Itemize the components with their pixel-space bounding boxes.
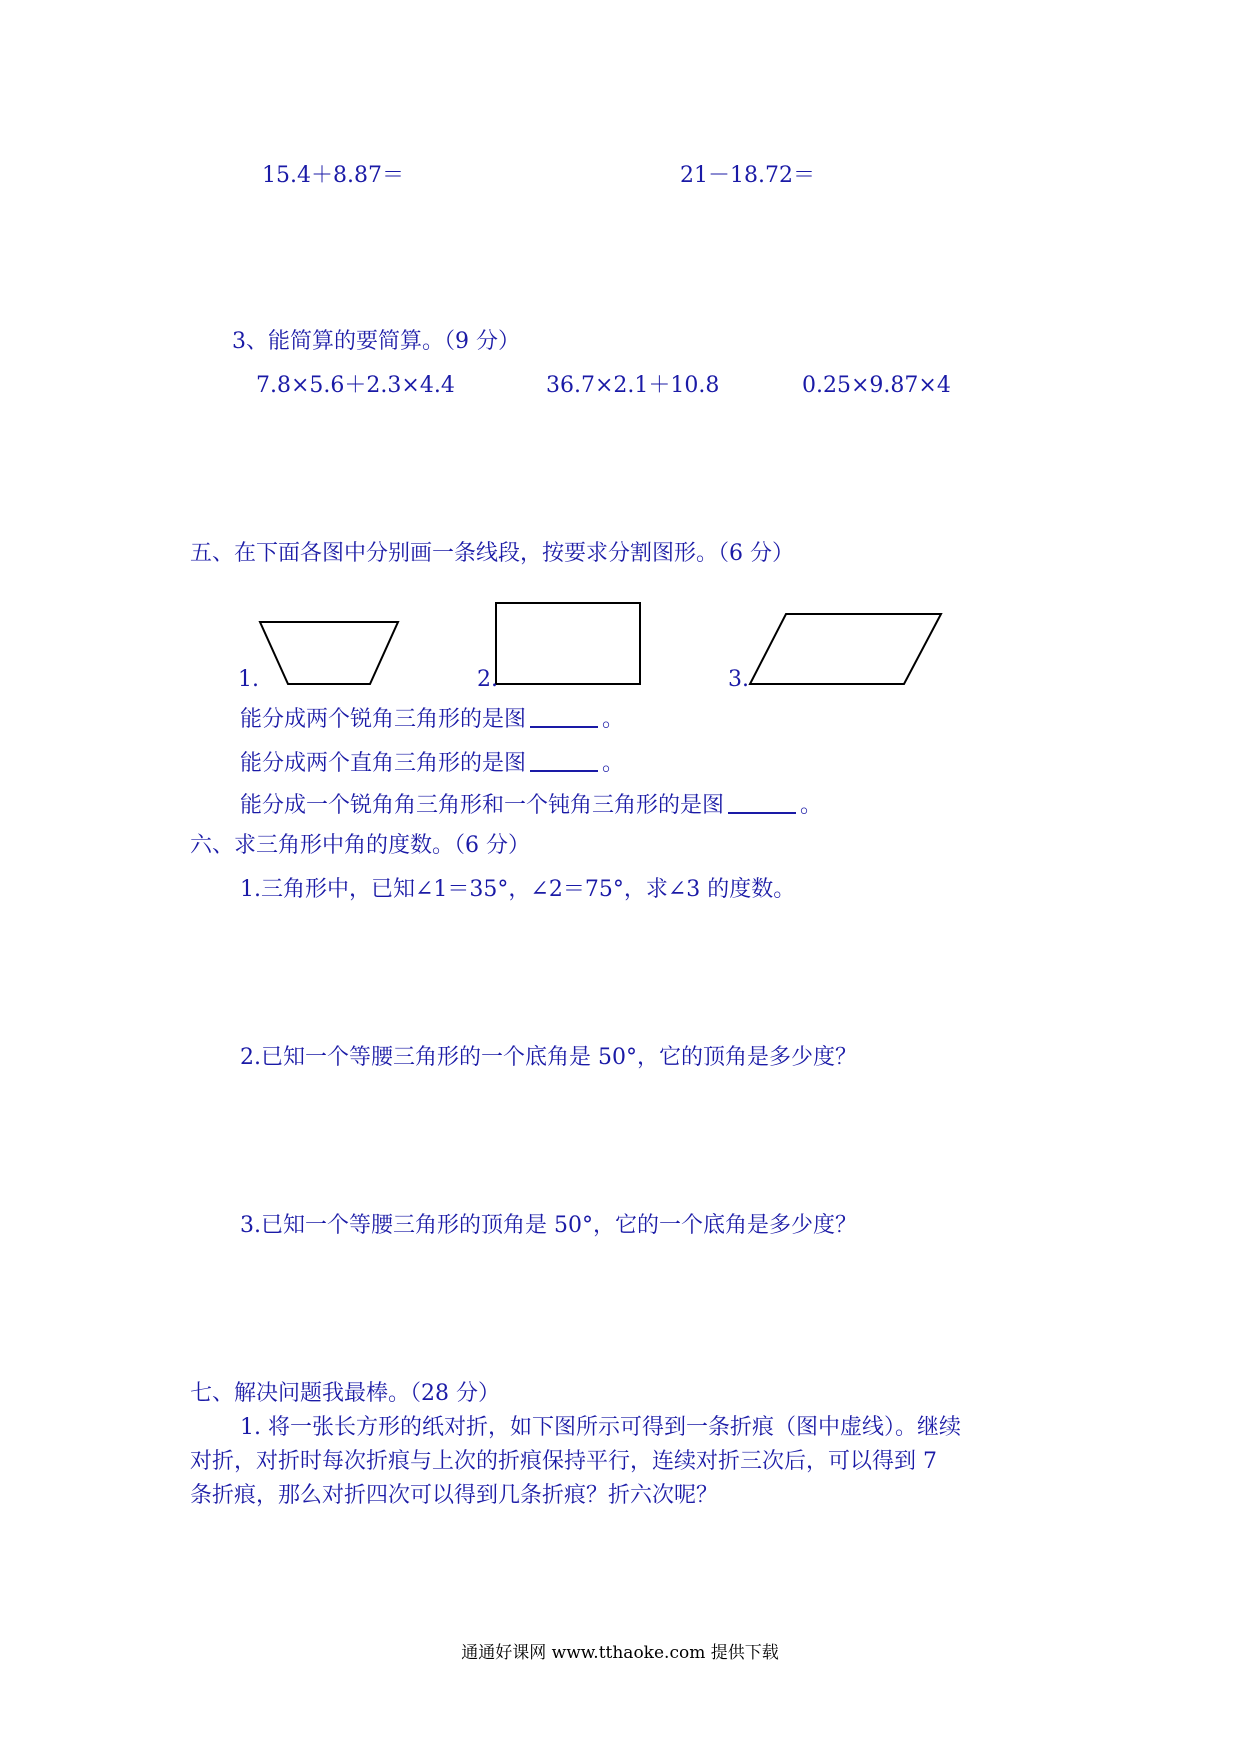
sec5-line-1-end: 。: [602, 707, 625, 732]
sec5-line-1: [240, 706, 624, 734]
fig-label-1: 1.: [238, 667, 259, 692]
answer-blank-1[interactable]: [530, 706, 598, 728]
sec7-q1-line-2: 对折，对折时每次折痕与上次的折痕保持平行，连续对折三次后，可以得到 7: [190, 1449, 937, 1474]
sec5-line-1-text: 能分成两个锐角三角形的是图: [240, 707, 527, 732]
q3-title: 3、能简算的要简算。（9 分）: [232, 329, 520, 354]
sec6-q2: 2.已知一个等腰三角形的一个底角是 50°，它的顶角是多少度？: [240, 1045, 857, 1070]
rectangle-shape: [496, 603, 640, 684]
sec5-line-2: [240, 750, 624, 778]
sec5-line-2-end: 。: [602, 751, 625, 776]
q3-item-3: 0.25×9.87×4: [802, 373, 951, 398]
calc-item-2: 21－18.72＝: [680, 163, 815, 188]
figures: [0, 0, 1240, 720]
sec5-line-3-text: 能分成一个锐角角三角形和一个钝角三角形的是图: [240, 793, 725, 818]
sec5-line-3-end: 。: [800, 793, 823, 818]
footer: 通通好课网 www.tthaoke.com 提供下载: [461, 1643, 779, 1663]
answer-blank-3[interactable]: [728, 792, 796, 814]
sec6-title: 六、求三角形中角的度数。（6 分）: [190, 833, 530, 858]
sec5-line-2-text: 能分成两个直角三角形的是图: [240, 751, 527, 776]
sec6-q3: 3.已知一个等腰三角形的顶角是 50°，它的一个底角是多少度？: [240, 1213, 857, 1238]
sec7-title: 七、解决问题我最棒。（28 分）: [190, 1381, 500, 1406]
sec5-title: 五、在下面各图中分别画一条线段，按要求分割图形。（6 分）: [190, 541, 794, 566]
calc-item-1: 15.4＋8.87＝: [262, 163, 404, 188]
parallelogram-shape: [750, 614, 941, 684]
fig-label-3: 3.: [728, 667, 749, 692]
fig-label-2: 2.: [477, 667, 498, 692]
sec6-q1: 1.三角形中，已知∠1＝35°，∠2＝75°，求∠3 的度数。: [240, 877, 796, 902]
sec7-q1-line-1: 1. 将一张长方形的纸对折，如下图所示可得到一条折痕（图中虚线）。继续: [240, 1415, 961, 1440]
trapezoid-shape: [260, 622, 398, 684]
answer-blank-2[interactable]: [530, 750, 598, 772]
q3-item-1: 7.8×5.6＋2.3×4.4: [256, 373, 455, 398]
sec5-line-3: [240, 792, 822, 820]
q3-item-2: 36.7×2.1＋10.8: [546, 373, 720, 398]
sec7-q1-line-3: 条折痕，那么对折四次可以得到几条折痕？折六次呢？: [190, 1483, 719, 1508]
